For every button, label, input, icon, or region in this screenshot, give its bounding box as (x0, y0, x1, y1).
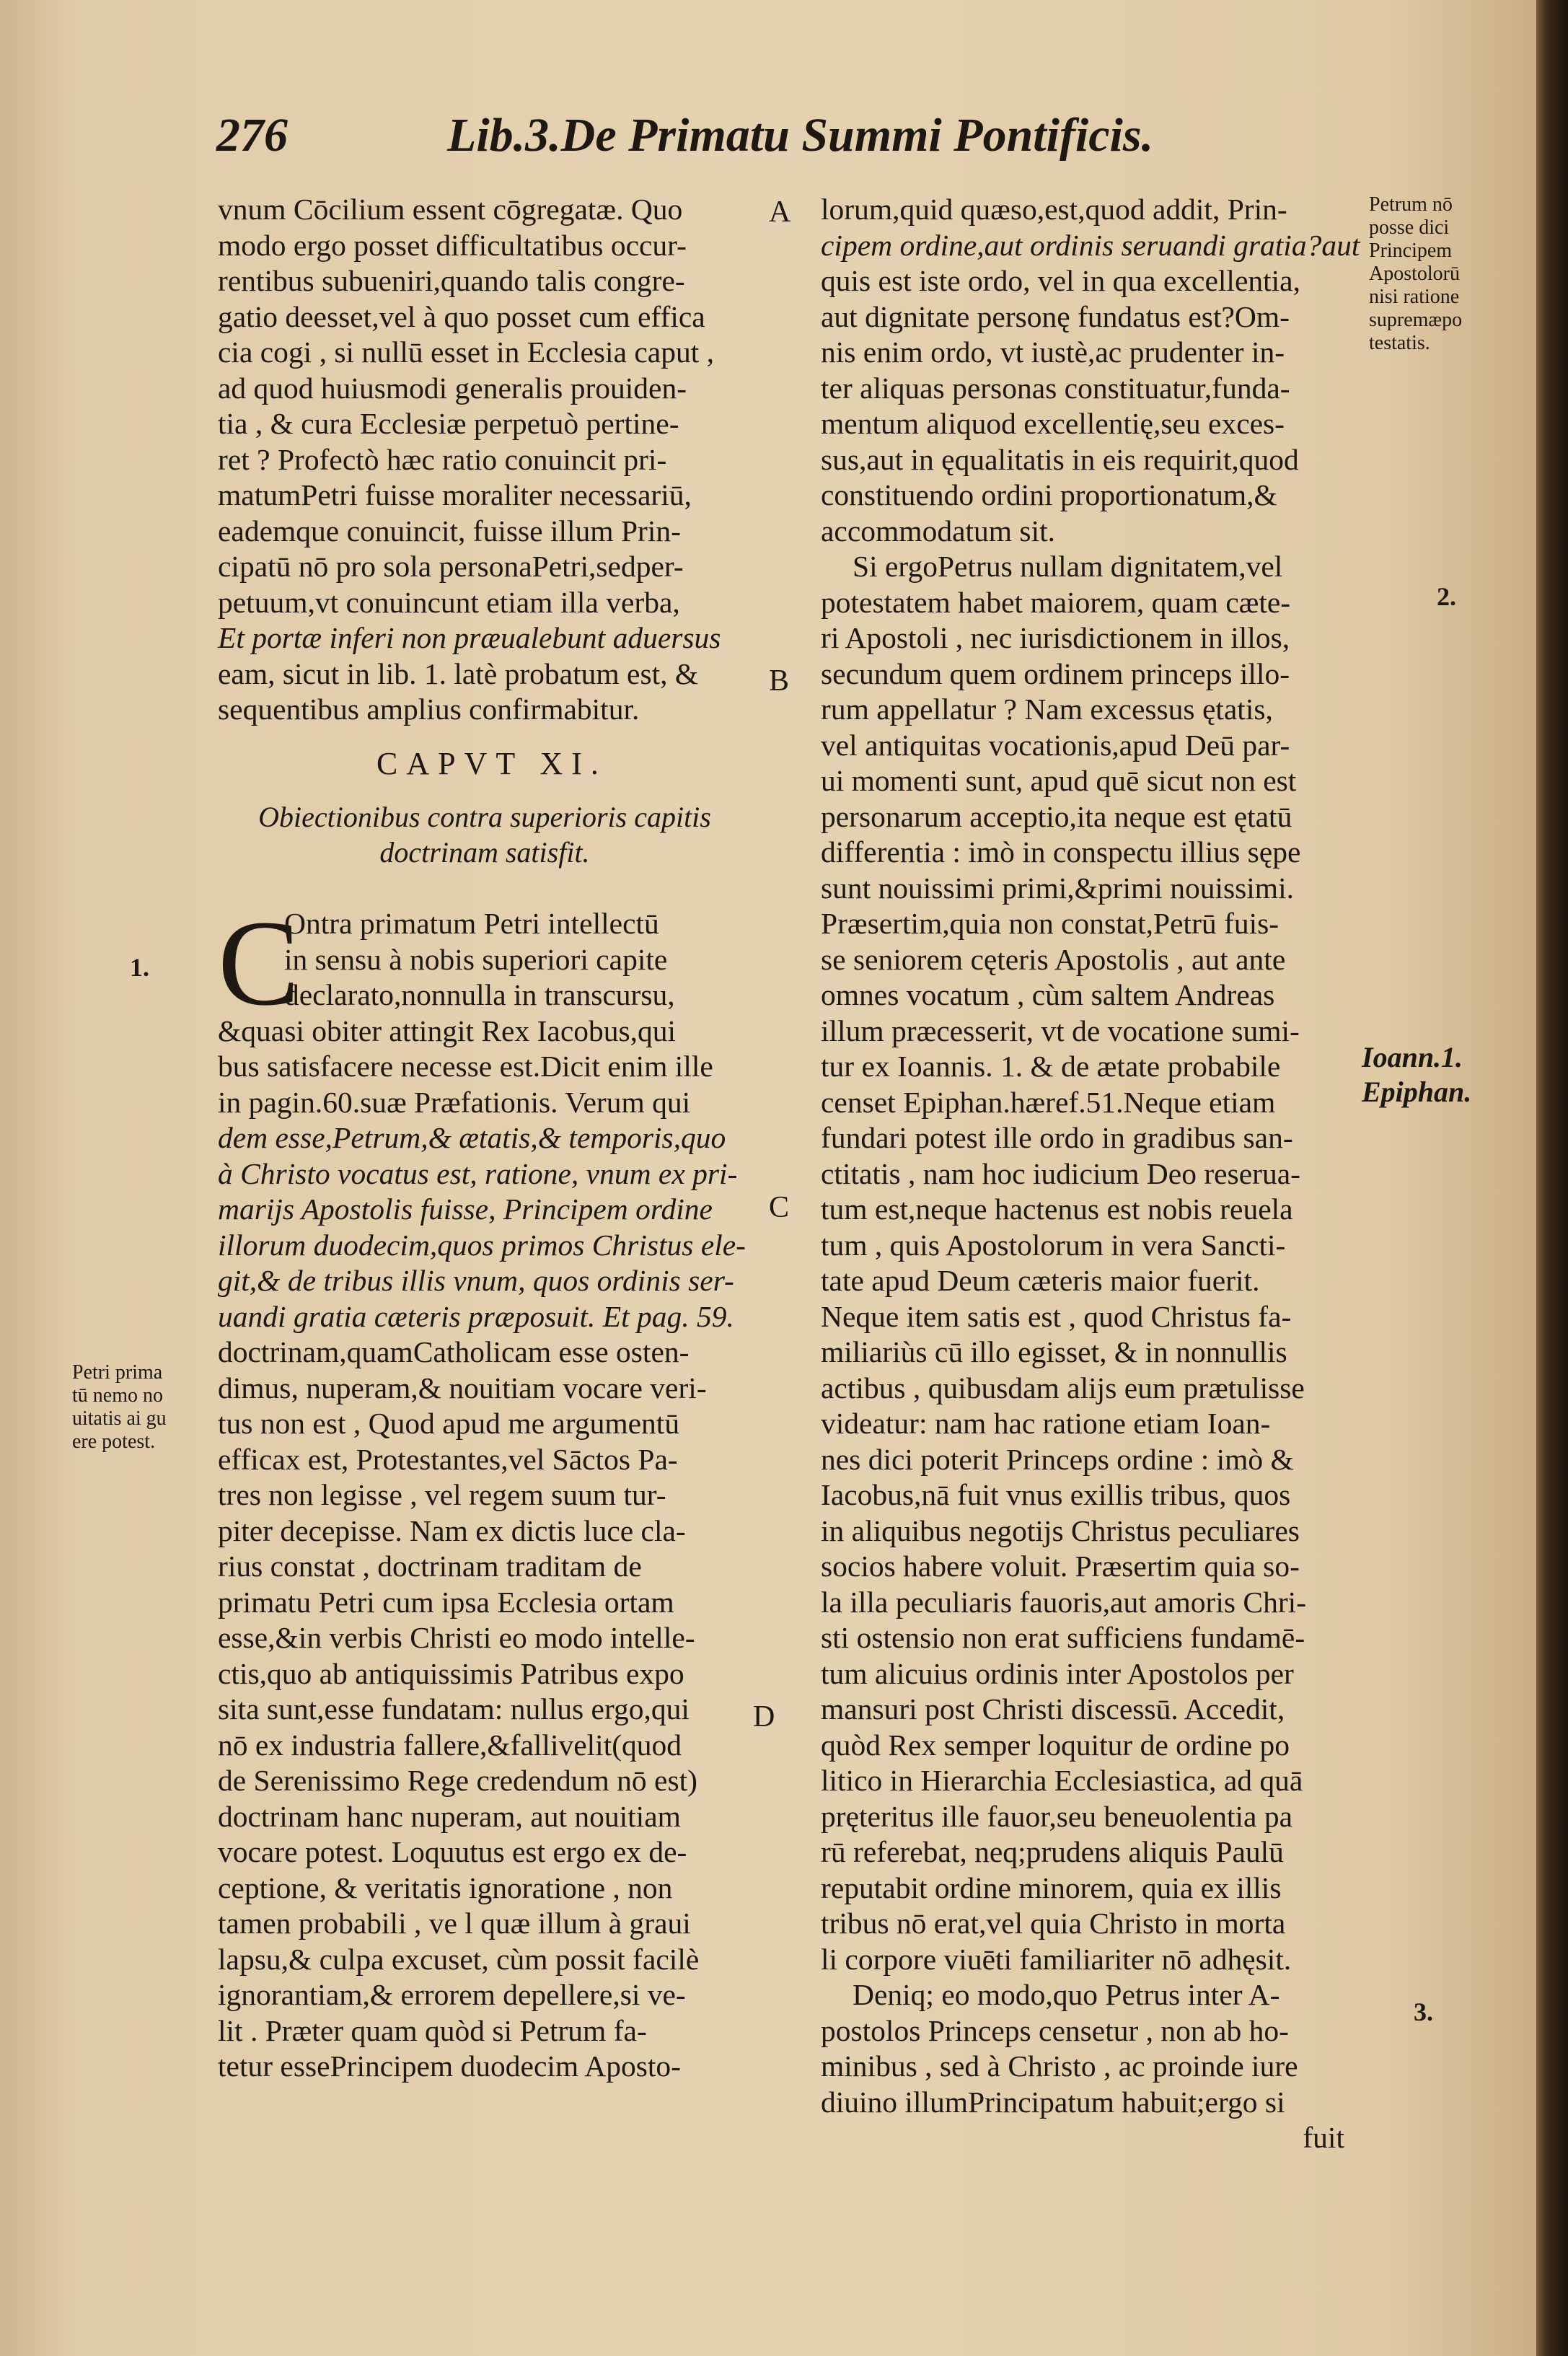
text-line: rum appellatur ? Nam excessus ętatis, (821, 693, 1273, 726)
text-line: ctis,quo ab antiquissimis Patribus expo (218, 1656, 684, 1690)
text-line: cia cogi , si nullū esset in Ecclesia caput , (218, 335, 714, 369)
text-line: doctrinam hanc nuperam, aut nouitiam (218, 1799, 681, 1833)
text-line: piter decepisse. Nam ex dictis luce cla- (218, 1513, 686, 1547)
margin-numeral-2: 2. (1437, 582, 1456, 611)
text-line: aut dignitate personę fundatus est?Om- (821, 299, 1290, 333)
text-line: rentibus subueniri,quando talis congre- (218, 264, 685, 297)
text-line: de Serenissimo Rege credendum nō est) (218, 1764, 697, 1797)
catchword: fuit (1303, 2121, 1344, 2154)
margin-ref-epiphan: Epiphan. (1362, 1076, 1472, 1108)
text-line: actibus , quibusdam alijs eum prætulisse (821, 1371, 1305, 1405)
text-line: Et portæ inferi non præualebunt aduersus (218, 621, 721, 654)
text-line: git,& de tribus illis vnum, quos ordinis ser- (218, 1264, 734, 1297)
text-line: esse,&in verbis Christi eo modo intelle- (218, 1621, 695, 1654)
margin-line: Principem (1369, 239, 1453, 262)
text-line: tur ex Ioannis. 1. & de ætate probabile (821, 1050, 1281, 1083)
margin-numeral-3: 3. (1414, 1997, 1433, 2026)
text-line: reputabit ordine minorem, quia ex illis (821, 1871, 1282, 1904)
text-line: sus,aut in ęqualitatis in eis requirit,quod (821, 442, 1299, 476)
text-line: gatio deesset,vel à quo posset cum effica (218, 299, 705, 333)
text-line: bus satisfacere necesse est.Dicit enim ille (218, 1050, 713, 1083)
text-line: cipatū nō pro sola personaPetri,sedper- (218, 550, 684, 583)
text-line: tamen probabili , ve l quæ illum à graui (218, 1907, 691, 1940)
text-line: eam, sicut in lib. 1. latè probatum est, & (218, 656, 699, 690)
text-line: Præsertim,quia non constat,Petrū fuis- (821, 907, 1279, 940)
text-line: Neque item satis est , quod Christus fa- (821, 1299, 1292, 1333)
subtitle-line: doctrinam satisfit. (379, 836, 590, 869)
text-line: sti ostensio non erat sufficiens fundamē- (821, 1621, 1305, 1654)
margin-line: ere potest. (72, 1430, 156, 1453)
text-line: sequentibus amplius confirmabitur. (218, 693, 640, 726)
text-line: tate apud Deum cæteris maior fuerit. (821, 1264, 1260, 1297)
text-line: vocare potest. Loquutus est ergo ex de- (218, 1835, 687, 1868)
text-line: Ontra primatum Petri intellectū (284, 907, 659, 940)
text-line: declarato,nonnulla in transcursu, (284, 978, 675, 1011)
margin-line: uitatis ai gu (72, 1407, 167, 1430)
text-line: in aliquibus negotijs Christus peculiares (821, 1513, 1300, 1547)
text-line: illum præcesserit, vt de vocatione sumi- (821, 1014, 1300, 1047)
margin-line: posse dici (1369, 216, 1450, 239)
text-line: mentum aliquod excellentię,seu exces- (821, 407, 1285, 440)
section-letter-c: C (769, 1191, 790, 1224)
text-line: fundari potest ille ordo in gradibus san- (821, 1121, 1293, 1154)
margin-line: testatis. (1369, 332, 1430, 354)
margin-note-left (72, 1361, 167, 1454)
text-line: omnes vocatum , cùm saltem Andreas (821, 978, 1275, 1011)
margin-line: nisi ratione (1369, 286, 1460, 308)
text-line: accommodatum sit. (821, 514, 1056, 548)
text-line: lorum,quid quæso,est,quod addit, Prin- (821, 193, 1287, 226)
text-line: quòd Rex semper loquitur de ordine po (821, 1728, 1290, 1762)
chapter-title: CAPVT XI. (376, 745, 607, 781)
drop-cap: C (218, 895, 300, 1031)
margin-line: tū nemo no (72, 1384, 163, 1407)
text-line: quis est iste ordo, vel in qua excellentia, (821, 264, 1300, 297)
text-line: cipem ordine,aut ordinis seruandi gratia?aut (821, 228, 1360, 262)
text-line: ctitatis , nam hoc iudicium Deo reserua- (821, 1156, 1300, 1190)
text-line: nis enim ordo, vt iustè,ac prudenter in- (821, 335, 1285, 369)
text-line: efficax est, Protestantes,vel Sāctos Pa- (218, 1442, 678, 1476)
text-line: in pagin.60.suæ Præfationis. Verum qui (218, 1085, 691, 1119)
text-line: matumPetri fuisse moraliter necessariū, (218, 478, 692, 511)
book-gutter-edge (1536, 0, 1568, 2356)
text-line: Si ergoPetrus nullam dignitatem,vel (853, 550, 1283, 583)
text-line: secundum quem ordinem princeps illo- (821, 656, 1290, 690)
text-line: Iacobus,nā fuit vnus exillis tribus, quos (821, 1478, 1291, 1511)
text-line: socios habere voluit. Præsertim quia so- (821, 1550, 1300, 1583)
text-line: lit . Præter quam quòd si Petrum fa- (218, 2013, 647, 2047)
text-line: marijs Apostolis fuisse, Principem ordine (218, 1192, 713, 1226)
text-line: li corpore viuēti familiariter nō adhęsit. (821, 1942, 1292, 1976)
text-line: ceptione, & veritatis ignoratione , non (218, 1871, 673, 1904)
text-line: primatu Petri cum ipsa Ecclesia ortam (218, 1585, 674, 1619)
text-line: dimus, nuperam,& nouitiam vocare veri- (218, 1371, 707, 1405)
margin-note-right (1369, 193, 1462, 355)
text-line: vel antiquitas vocationis,apud Deū par- (821, 728, 1290, 762)
left-column (218, 192, 752, 2085)
text-line: petuum,vt conuincunt etiam illa verba, (218, 585, 680, 619)
text-line: personarum acceptio,ita neque est ętatū (821, 799, 1292, 833)
section-letter-a: A (769, 195, 791, 229)
text-line: sita sunt,esse fundatam: nullus ergo,qui (218, 1692, 690, 1726)
text-line: ui momenti sunt, apud quē sicut non est (821, 764, 1297, 797)
margin-line: Apostolorū (1369, 263, 1460, 285)
text-line: tribus nō erat,vel quia Christo in morta (821, 1907, 1286, 1940)
right-column (821, 192, 1360, 2156)
text-line: pręteritus ille fauor,seu beneuolentia pa (821, 1799, 1293, 1833)
text-line: ri Apostoli , nec iurisdictionem in illos, (821, 621, 1290, 654)
margin-line: Petrum nō (1369, 193, 1453, 216)
margin-line: supremæpo (1369, 309, 1463, 331)
text-line: videatur: nam hac ratione etiam Ioan- (821, 1407, 1271, 1440)
text-line: mansuri post Christi discessū. Accedit, (821, 1692, 1285, 1726)
text-line: tus non est , Quod apud me argumentū (218, 1407, 680, 1440)
page-header (216, 108, 1161, 166)
text-line: tum , quis Apostolorum in vera Sancti- (821, 1228, 1286, 1262)
text-line: tia , & cura Ecclesiæ perpetuò pertine- (218, 407, 679, 440)
text-line: dem esse,Petrum,& ætatis,& temporis,quo (218, 1121, 726, 1154)
text-line: illorum duodecim,quos primos Christus ele- (218, 1228, 746, 1262)
text-line: vnum Cōcilium essent cōgregatæ. Quo (218, 193, 683, 226)
text-line: rū referebat, neq;prudens aliquis Paulū (821, 1835, 1284, 1868)
text-line: differentia : imò in conspectu illius sępe (821, 835, 1301, 869)
text-line: la illa peculiaris fauoris,aut amoris Chri- (821, 1585, 1307, 1619)
text-line: eademque conuincit, fuisse illum Prin- (218, 514, 681, 548)
text-line: rius constat , doctrinam traditam de (218, 1550, 642, 1583)
text-line: diuino illumPrincipatum habuit;ergo si (821, 2085, 1285, 2119)
margin-line: Petri prima (72, 1361, 163, 1384)
text-line: tum est,neque hactenus est nobis reuela (821, 1192, 1293, 1226)
subtitle-line: Obiectionibus contra superioris capitis (258, 800, 711, 833)
text-line: tum alicuius ordinis inter Apostolos per (821, 1656, 1294, 1690)
text-line: ter aliquas personas constituatur,funda- (821, 371, 1290, 405)
text-line: in sensu à nobis superiori capite (284, 942, 668, 976)
margin-ref-ioann: Ioann.1. (1362, 1041, 1463, 1073)
text-line: litico in Hierarchia Ecclesiastica, ad quā (821, 1764, 1303, 1797)
text-line: constituendo ordini proportionatum,& (821, 478, 1277, 511)
running-title: Lib.3.De Primatu Summi Pontificis. (447, 109, 1154, 162)
text-line: minibus , sed à Christo , ac proinde iure (821, 2049, 1298, 2083)
text-line: sunt nouissimi primi,&primi nouissimi. (821, 871, 1294, 905)
text-line: ret ? Profectò hæc ratio conuincit pri- (218, 442, 667, 476)
text-line: uandi gratia cæteris præposuit. Et pag. 59. (218, 1299, 734, 1333)
text-line: à Christo vocatus est, ratione, vnum ex pri- (218, 1156, 738, 1190)
section-letter-d: D (753, 1700, 775, 1733)
text-line: ignorantiam,& errorem depellere,si ve- (218, 1978, 686, 2011)
text-line: tetur essePrincipem duodecim Aposto- (218, 2049, 681, 2083)
section-letter-b: B (769, 664, 790, 698)
text-line: nō ex industria fallere,&fallivelit(quod (218, 1728, 682, 1762)
page-number: 276 (216, 109, 288, 162)
text-line: censet Epiphan.hæref.51.Neque etiam (821, 1085, 1276, 1119)
text-line: postolos Princeps censetur , non ab ho- (821, 2013, 1289, 2047)
text-line: nes dici poterit Princeps ordine : imò & (821, 1442, 1294, 1476)
margin-numeral-1: 1. (130, 953, 149, 982)
text-line: lapsu,& culpa excuset, cùm possit facilè (218, 1942, 700, 1976)
chapter-subtitle (218, 799, 752, 871)
text-line: &quasi obiter attingit Rex Iacobus,qui (218, 1014, 677, 1047)
text-line: ad quod huiusmodi generalis prouiden- (218, 371, 687, 405)
text-line: miliariùs cū illo egisset, & in nonnullis (821, 1335, 1287, 1368)
text-line: potestatem habet maiorem, quam cæte- (821, 585, 1291, 619)
margin-references (1362, 1040, 1471, 1109)
text-line: doctrinam,quamCatholicam esse osten- (218, 1335, 690, 1368)
text-line: modo ergo posset difficultatibus occur- (218, 228, 687, 262)
text-line: Deniq; eo modo,quo Petrus inter A- (853, 1978, 1280, 2011)
text-line: se seniorem cęteris Apostolis , aut ante (821, 942, 1286, 976)
text-line: tres non legisse , vel regem suum tur- (218, 1478, 666, 1511)
